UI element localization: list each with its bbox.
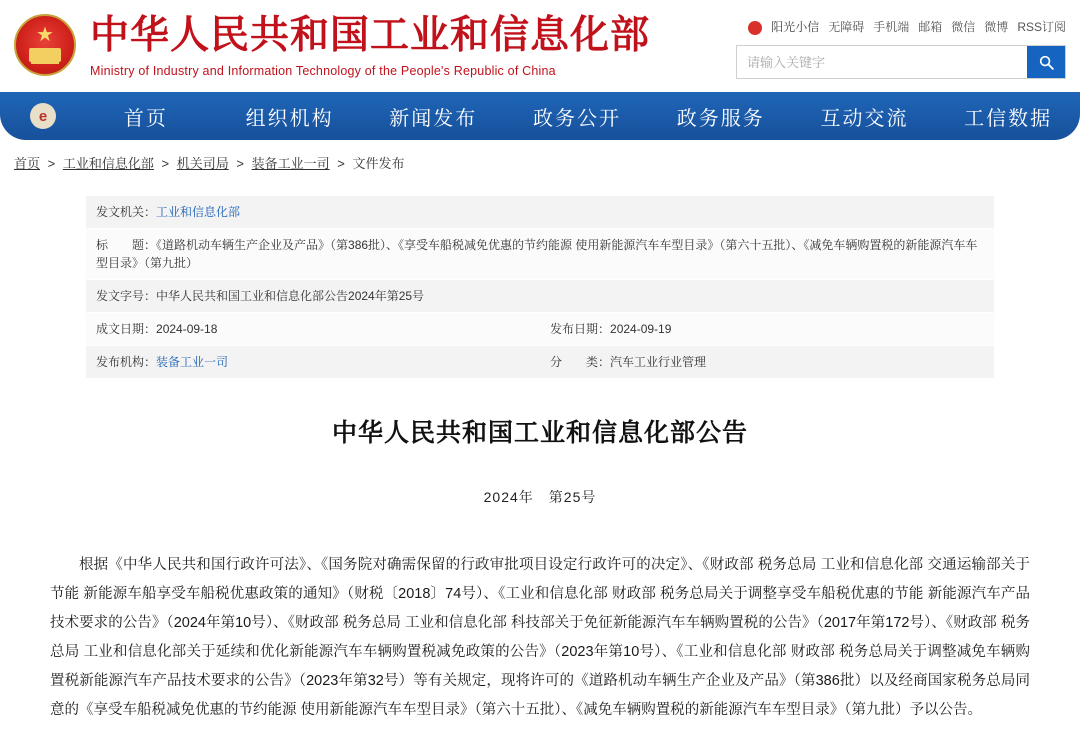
- breadcrumb-item-departments[interactable]: 机关司局: [176, 156, 229, 171]
- nav-item-organization[interactable]: 组织机构: [245, 105, 334, 130]
- meta-value-written-date: 2024-09-18: [156, 322, 218, 336]
- site-title-en: Ministry of Industry and Information Technology of the People's Republic of China: [90, 63, 556, 78]
- miit-logo-icon[interactable]: e: [30, 103, 56, 129]
- meta-row-org-category: [86, 346, 994, 379]
- document-meta-wrap: [0, 182, 1080, 379]
- top-link-rss[interactable]: RSS订阅: [1017, 19, 1066, 34]
- breadcrumb-item-home[interactable]: 首页: [14, 156, 41, 171]
- meta-value-issuer: 工业和信息化部: [156, 205, 241, 219]
- breadcrumb-item-miit[interactable]: 工业和信息化部: [62, 156, 154, 171]
- meta-value-publisher: 装备工业一司: [156, 355, 229, 369]
- wechat-icon: [748, 21, 762, 35]
- breadcrumb-separator: >: [337, 156, 345, 171]
- meta-cell-title: [86, 229, 994, 280]
- meta-label-written-date: 成文日期：: [96, 322, 157, 336]
- meta-label-title: 标 题：: [96, 238, 157, 252]
- document-content: [0, 379, 1080, 735]
- site-header: [0, 0, 1080, 92]
- breadcrumb-separator: >: [47, 156, 56, 171]
- document-paragraph: 根据《中华人民共和国行政许可法》、《国务院对确需保留的行政审批项目设定行政许可的决定》、《财政部 税务总局 工业和信息化部 交通运输部关于节能 新能源车船享受车船税优惠政策的通知》（财税〔2018〕74号）、《工业和信息化部 财政部 税务总局关于调整享受车船税优惠的节能 新能源汽车产品技术要求的公告》（2024年第10号）、《财政部 税务总局 工业和信息化部 科技部关于免征新能源汽车车辆购置税的公告》（2017年第172号）、《财政部 税务总局 工业和信息化部关于延续和优化新能源汽车车辆购置税减免政策的公告》（2023年第10号）、《工业和信息化部 财政部 税务总局关于调整减免车辆购置税新能源汽车产品技术要求的公告》（2023年第32号）等有关规定，现将许可的《道路机动车辆生产企业及产品》（第386批）以及经商国家税务总局同意的《享受车船税减免优惠的节约能源 使用新能源汽车车型目录》（第六十五批）、《减免车辆购置税的新能源汽车车型目录》（第九批）予以公告。: [50, 557, 1030, 718]
- nav-item-news[interactable]: 新闻发布: [389, 105, 478, 130]
- breadcrumb-item-equipment-dept[interactable]: 装备工业一司: [251, 156, 330, 171]
- top-link-sunshine[interactable]: 阳光小信: [771, 19, 820, 34]
- meta-label-category: 分 类：: [550, 355, 611, 369]
- breadcrumb-item-current: 文件发布: [352, 156, 405, 171]
- breadcrumb: [0, 140, 1080, 182]
- search-button[interactable]: [1027, 46, 1065, 78]
- nav-item-gov-disclosure[interactable]: 政务公开: [533, 105, 622, 130]
- top-link-mail[interactable]: 邮箱: [918, 19, 943, 34]
- meta-cell-docnumber: [86, 280, 994, 313]
- meta-value-category: 汽车工业行业管理: [610, 355, 707, 369]
- top-link-wechat[interactable]: 微信: [951, 19, 976, 34]
- meta-cell-publisher: [86, 346, 540, 379]
- top-links: [736, 16, 1066, 36]
- top-link-mobile[interactable]: 手机端: [873, 19, 910, 34]
- meta-value-docnumber: 中华人民共和国工业和信息化部公告2024年第25号: [156, 289, 425, 303]
- meta-row-title: [86, 229, 994, 280]
- site-title-block: [90, 14, 650, 78]
- nav-item-interaction[interactable]: 互动交流: [820, 105, 909, 130]
- national-emblem-icon: [14, 14, 76, 76]
- breadcrumb-separator: >: [236, 156, 244, 171]
- nav-item-data[interactable]: 工信数据: [964, 105, 1053, 130]
- document-number: 2024年 第25号: [483, 489, 597, 505]
- meta-cell-category: [540, 346, 994, 379]
- document-meta-table: [86, 196, 994, 379]
- meta-label-issuer: 发文机关：: [96, 205, 157, 219]
- meta-value-title: 《道路机动车辆生产企业及产品》（第386批）、《享受车船税减免优惠的节约能源 使用新能源汽车车型目录》（第六十五批）、《减免车辆购置税的新能源汽车车型目录》（第九批）: [96, 238, 978, 270]
- meta-row-dates: [86, 313, 994, 346]
- breadcrumb-separator: >: [161, 156, 170, 171]
- meta-cell-publish-date: [540, 313, 994, 346]
- meta-row-docnumber: [86, 280, 994, 313]
- header-right: [736, 10, 1066, 79]
- top-link-weibo[interactable]: 微博: [984, 19, 1009, 34]
- meta-value-publish-date: 2024-09-19: [610, 322, 672, 336]
- nav-item-gov-services[interactable]: 政务服务: [676, 105, 765, 130]
- meta-label-publish-date: 发布日期：: [550, 322, 611, 336]
- meta-label-docnumber: 发文字号：: [96, 289, 157, 303]
- main-nav: [0, 92, 1080, 140]
- meta-row-issuer: [86, 196, 994, 229]
- meta-label-publisher: 发布机构：: [96, 355, 157, 369]
- search-bar: [736, 45, 1066, 79]
- search-input[interactable]: [737, 46, 1027, 78]
- meta-cell-written-date: [86, 313, 540, 346]
- search-icon: [1038, 54, 1055, 71]
- nav-item-home[interactable]: 首页: [123, 105, 168, 130]
- top-link-accessibility[interactable]: 无障碍: [828, 19, 865, 34]
- site-title-cn: 中华人民共和国工业和信息化部: [90, 13, 651, 58]
- meta-cell-issuer: [86, 196, 994, 229]
- page-title: 中华人民共和国工业和信息化部公告: [331, 418, 748, 447]
